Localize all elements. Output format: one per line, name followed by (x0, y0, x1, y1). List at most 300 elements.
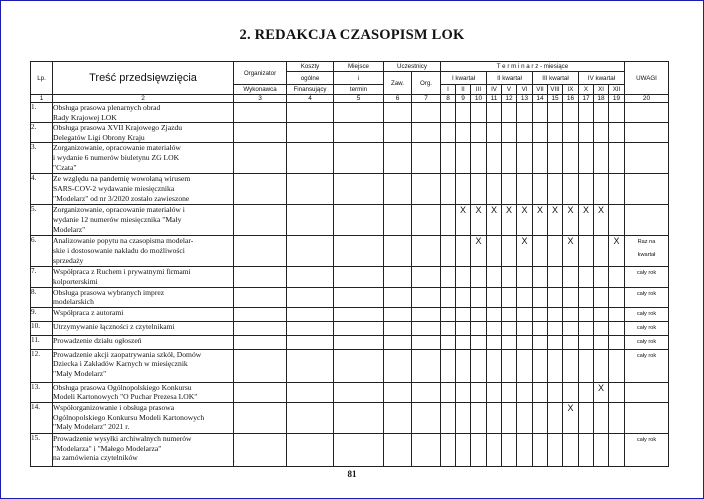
month-cell (609, 402, 625, 433)
month-cell (502, 382, 517, 402)
row-remarks (625, 287, 669, 307)
month-cell (456, 382, 471, 402)
month-cell: X (471, 236, 487, 267)
description-line: Ogólnopolskiego Konkursu Modeli Kartonowych (53, 412, 205, 422)
month-cell (548, 349, 563, 382)
remark-line: kwartał (637, 252, 656, 259)
header-month-12: XII (609, 85, 625, 95)
month-cell (533, 267, 548, 287)
month-cell (548, 123, 563, 143)
schedule-table (30, 61, 669, 467)
month-cell (548, 321, 563, 335)
month-cell (471, 402, 487, 433)
month-cell: X (487, 205, 502, 236)
month-cell (533, 287, 548, 307)
month-cell (579, 307, 594, 321)
month-cell (502, 267, 517, 287)
empty-cell (384, 349, 412, 382)
row-description (53, 349, 234, 382)
month-cell (609, 123, 625, 143)
empty-cell (287, 143, 334, 174)
month-cell (441, 307, 456, 321)
month-cell (456, 103, 471, 123)
month-cell (441, 335, 456, 349)
month-cell (487, 123, 502, 143)
row-description (53, 307, 234, 321)
month-cell (579, 174, 594, 205)
empty-cell (234, 123, 287, 143)
column-number: 11 (487, 95, 502, 103)
table-row (31, 143, 669, 174)
empty-cell (334, 382, 384, 402)
empty-cell (384, 307, 412, 321)
row-remarks (625, 103, 669, 123)
empty-cell (234, 143, 287, 174)
empty-cell (234, 382, 287, 402)
month-cell (609, 103, 625, 123)
month-cell (502, 349, 517, 382)
month-cell (517, 307, 533, 321)
month-cell (456, 349, 471, 382)
description-line: Delegatów Ligi Obrony Kraju (53, 132, 145, 142)
month-cell (609, 382, 625, 402)
month-cell (502, 236, 517, 267)
header-koszty: Koszty (287, 62, 334, 72)
empty-cell (234, 174, 287, 205)
empty-cell (412, 382, 441, 402)
row-description (53, 123, 234, 143)
month-cell (579, 382, 594, 402)
month-cell (441, 382, 456, 402)
empty-cell (287, 335, 334, 349)
month-cell (441, 321, 456, 335)
description-line: SARS-COV-2 wydawanie miesięcznika (53, 183, 175, 193)
month-cell (487, 307, 502, 321)
month-cell (456, 402, 471, 433)
month-cell (579, 123, 594, 143)
month-cell (594, 103, 609, 123)
month-cell (533, 402, 548, 433)
column-number: 19 (609, 95, 625, 103)
month-cell (548, 267, 563, 287)
month-cell: X (533, 205, 548, 236)
month-cell (487, 349, 502, 382)
description-line: "Czata" (53, 162, 77, 172)
month-cell (594, 335, 609, 349)
month-cell (563, 307, 579, 321)
description-line: Prowadzenie działu ogłoszeń (53, 335, 142, 345)
row-number: 13. (31, 382, 53, 402)
description-line: "Mały Modelarz" 2021 r. (53, 422, 130, 432)
empty-cell (412, 402, 441, 433)
row-number: 5. (31, 205, 53, 236)
month-cell (456, 287, 471, 307)
row-remarks (625, 205, 669, 236)
column-number: 1 (31, 95, 53, 103)
month-cell (579, 433, 594, 466)
empty-cell (384, 205, 412, 236)
month-cell (517, 287, 533, 307)
month-cell (609, 349, 625, 382)
header-kwartal-1: I kwartał (441, 72, 487, 85)
month-cell (579, 287, 594, 307)
table-row (31, 402, 669, 433)
row-description (53, 321, 234, 335)
month-cell (502, 321, 517, 335)
description-line: "Modelarza" i "Małego Modelarza" (53, 443, 162, 453)
header-lp: Lp. (31, 62, 53, 95)
month-cell (487, 402, 502, 433)
table-row (31, 205, 669, 236)
empty-cell (234, 433, 287, 466)
month-cell (471, 143, 487, 174)
empty-cell (334, 433, 384, 466)
month-cell (609, 307, 625, 321)
row-remarks (625, 123, 669, 143)
header-tresc: Treść przedsięwzięcia (53, 62, 234, 95)
empty-cell (287, 402, 334, 433)
month-cell (502, 287, 517, 307)
row-number: 4. (31, 174, 53, 205)
description-line: Obsługa prasowa XVII Krajowego Zjazdu (53, 123, 183, 133)
month-cell (471, 349, 487, 382)
month-cell (471, 382, 487, 402)
month-cell: X (609, 236, 625, 267)
description-line: Obsługa prasowa Ogólnopolskiego Konkursu (53, 382, 192, 392)
header-wykonawca: Wykonawca (234, 85, 287, 95)
month-cell (579, 143, 594, 174)
description-line: "Mały Modelarz" (53, 368, 107, 378)
month-cell (579, 402, 594, 433)
month-cell (594, 307, 609, 321)
header-organizator: Organizator (234, 62, 287, 85)
header-month-4: IV (487, 85, 502, 95)
column-number: 14 (533, 95, 548, 103)
month-cell (533, 123, 548, 143)
row-remarks (625, 307, 669, 321)
month-cell (471, 103, 487, 123)
description-line: Ze względu na pandemię wowołaną wirusem (53, 174, 191, 184)
empty-cell (287, 103, 334, 123)
empty-cell (412, 143, 441, 174)
empty-cell (412, 174, 441, 205)
month-cell (502, 433, 517, 466)
month-cell (594, 287, 609, 307)
empty-cell (287, 205, 334, 236)
month-cell (563, 335, 579, 349)
empty-cell (334, 287, 384, 307)
header-month-5: V (502, 85, 517, 95)
header-termin: termin (334, 85, 384, 95)
month-cell (609, 267, 625, 287)
empty-cell (287, 349, 334, 382)
description-line: skie i dostosowanie nakładu do możliwości (53, 245, 185, 255)
row-number: 10. (31, 321, 53, 335)
month-cell (533, 236, 548, 267)
remark-line: cały rok (636, 290, 657, 297)
empty-cell (412, 205, 441, 236)
empty-cell (287, 287, 334, 307)
month-cell: X (594, 205, 609, 236)
table-row (31, 236, 669, 267)
month-cell (548, 402, 563, 433)
month-cell (441, 103, 456, 123)
month-cell: X (563, 402, 579, 433)
header-uwagi: UWAGI (625, 62, 669, 95)
header-kwartal-3: III kwartał (533, 72, 579, 85)
month-cell (487, 103, 502, 123)
empty-cell (384, 103, 412, 123)
month-cell (471, 433, 487, 466)
header-month-9: IX (563, 85, 579, 95)
row-number: 6. (31, 236, 53, 267)
month-cell (548, 174, 563, 205)
table-row (31, 307, 669, 321)
table-row (31, 174, 669, 205)
month-cell (487, 287, 502, 307)
month-cell (456, 267, 471, 287)
month-cell (594, 433, 609, 466)
month-cell (579, 267, 594, 287)
description-line: i wydanie 6 numerów biuletynu ZG LOK (53, 152, 180, 162)
row-remarks (625, 382, 669, 402)
month-cell (548, 103, 563, 123)
row-remarks (625, 433, 669, 466)
empty-cell (287, 321, 334, 335)
month-cell: X (502, 205, 517, 236)
month-cell (563, 123, 579, 143)
month-cell (517, 143, 533, 174)
month-cell (517, 103, 533, 123)
empty-cell (334, 321, 384, 335)
table-row (31, 267, 669, 287)
column-number: 20 (625, 95, 669, 103)
description-line: kolporterskimi (53, 276, 98, 286)
header-month-1: I (441, 85, 456, 95)
month-cell (594, 236, 609, 267)
month-cell (594, 267, 609, 287)
month-cell (502, 174, 517, 205)
description-line: Współpraca z autorami (53, 307, 124, 317)
description-line: Obsługa prasowa wybranych imprez (53, 287, 165, 297)
empty-cell (334, 349, 384, 382)
empty-cell (287, 382, 334, 402)
row-number: 7. (31, 267, 53, 287)
row-remarks (625, 349, 669, 382)
row-description (53, 205, 234, 236)
description-line: Zorganizowanie, opracowanie materiałów i (53, 205, 185, 215)
month-cell (487, 433, 502, 466)
month-cell (609, 205, 625, 236)
row-number: 1. (31, 103, 53, 123)
month-cell (456, 321, 471, 335)
month-cell (533, 103, 548, 123)
month-cell (471, 321, 487, 335)
month-cell (563, 287, 579, 307)
empty-cell (384, 287, 412, 307)
header-org: Org. (412, 72, 441, 95)
empty-cell (287, 267, 334, 287)
month-cell (441, 349, 456, 382)
header-miejsce: Miejsce (334, 62, 384, 72)
month-cell (579, 349, 594, 382)
empty-cell (334, 205, 384, 236)
header-kwartal-4: IV kwartał (579, 72, 625, 85)
month-cell: X (563, 236, 579, 267)
month-cell (548, 382, 563, 402)
empty-cell (384, 143, 412, 174)
row-number: 12. (31, 349, 53, 382)
month-cell (548, 287, 563, 307)
row-description (53, 402, 234, 433)
month-cell (456, 307, 471, 321)
month-cell (594, 143, 609, 174)
month-cell (533, 143, 548, 174)
empty-cell (234, 205, 287, 236)
row-description (53, 103, 234, 123)
description-line: Dziecka i Zakładów Karnych w miesięcznik (53, 359, 188, 369)
row-remarks (625, 174, 669, 205)
month-cell (456, 123, 471, 143)
empty-cell (384, 174, 412, 205)
month-cell (579, 236, 594, 267)
column-number: 10 (471, 95, 487, 103)
empty-cell (234, 236, 287, 267)
empty-cell (234, 321, 287, 335)
row-description (53, 287, 234, 307)
description-line: Zorganizowanie, opracowanie materiałów (53, 143, 181, 153)
month-cell (517, 267, 533, 287)
header-uczestnicy: Uczestnicy (384, 62, 441, 72)
month-cell (471, 307, 487, 321)
row-description (53, 382, 234, 402)
description-line: Prowadzenie akcji zaopatrywania szkół, Domów (53, 349, 202, 359)
month-cell (441, 287, 456, 307)
empty-cell (234, 103, 287, 123)
month-cell: X (594, 382, 609, 402)
month-cell (533, 433, 548, 466)
description-line: wydanie 12 numerów miesięcznika "Mały (53, 214, 182, 224)
empty-cell (334, 236, 384, 267)
row-description (53, 433, 234, 466)
month-cell (517, 335, 533, 349)
empty-cell (334, 307, 384, 321)
month-cell (533, 335, 548, 349)
month-cell (441, 267, 456, 287)
empty-cell (287, 236, 334, 267)
header-zaw: Zaw. (384, 72, 412, 95)
month-cell (441, 236, 456, 267)
month-cell (517, 433, 533, 466)
header-kwartal-2: II kwartał (487, 72, 533, 85)
table-row (31, 335, 669, 349)
empty-cell (384, 267, 412, 287)
month-cell (487, 321, 502, 335)
row-description (53, 174, 234, 205)
month-cell: X (456, 205, 471, 236)
month-cell (502, 103, 517, 123)
month-cell: X (517, 236, 533, 267)
table-row (31, 287, 669, 307)
empty-cell (412, 103, 441, 123)
month-cell (548, 307, 563, 321)
empty-cell (334, 103, 384, 123)
month-cell (487, 382, 502, 402)
month-cell (502, 307, 517, 321)
empty-cell (287, 433, 334, 466)
table-row (31, 433, 669, 466)
description-line: Współpraca z Ruchem i prywatnymi firmami (53, 267, 191, 277)
month-cell (548, 335, 563, 349)
month-cell (563, 321, 579, 335)
month-cell (563, 174, 579, 205)
remark-line: Raz na (637, 239, 656, 246)
header-month-2: II (456, 85, 471, 95)
month-cell (594, 321, 609, 335)
row-description (53, 335, 234, 349)
month-cell (487, 236, 502, 267)
empty-cell (412, 335, 441, 349)
empty-cell (412, 307, 441, 321)
month-cell (517, 123, 533, 143)
month-cell (563, 433, 579, 466)
month-cell (487, 143, 502, 174)
month-cell (441, 174, 456, 205)
empty-cell (234, 349, 287, 382)
month-cell (502, 335, 517, 349)
empty-cell (384, 402, 412, 433)
month-cell (579, 103, 594, 123)
month-cell: X (471, 205, 487, 236)
description-line: Analizowanie popytu na czasopisma modelar- (53, 236, 194, 246)
row-number: 15. (31, 433, 53, 466)
empty-cell (412, 321, 441, 335)
month-cell (456, 143, 471, 174)
description-line: Obsługa prasowa plenarnych obrad (53, 103, 161, 112)
month-cell (594, 174, 609, 205)
month-cell: X (548, 205, 563, 236)
empty-cell (234, 335, 287, 349)
empty-cell (412, 236, 441, 267)
table-row (31, 349, 669, 382)
empty-cell (234, 287, 287, 307)
empty-cell (412, 287, 441, 307)
empty-cell (287, 123, 334, 143)
header-month-8: VIII (548, 85, 563, 95)
month-cell (609, 335, 625, 349)
empty-cell (334, 267, 384, 287)
remark-line: cały rok (636, 338, 657, 345)
header-month-3: III (471, 85, 487, 95)
month-cell (579, 321, 594, 335)
description-line: sprzedaży (53, 255, 84, 265)
row-description (53, 236, 234, 267)
row-number: 11. (31, 335, 53, 349)
row-remarks (625, 335, 669, 349)
empty-cell (334, 143, 384, 174)
table-row (31, 382, 669, 402)
row-number: 8. (31, 287, 53, 307)
header-koszty-ogolne: ogólne (287, 72, 334, 85)
month-cell (471, 287, 487, 307)
empty-cell (234, 402, 287, 433)
row-description (53, 143, 234, 174)
empty-cell (384, 382, 412, 402)
description-line: Rady Krajowej LOK (53, 112, 117, 122)
month-cell (563, 267, 579, 287)
description-line: Modelarz" (53, 224, 86, 234)
header-month-11: XI (594, 85, 609, 95)
